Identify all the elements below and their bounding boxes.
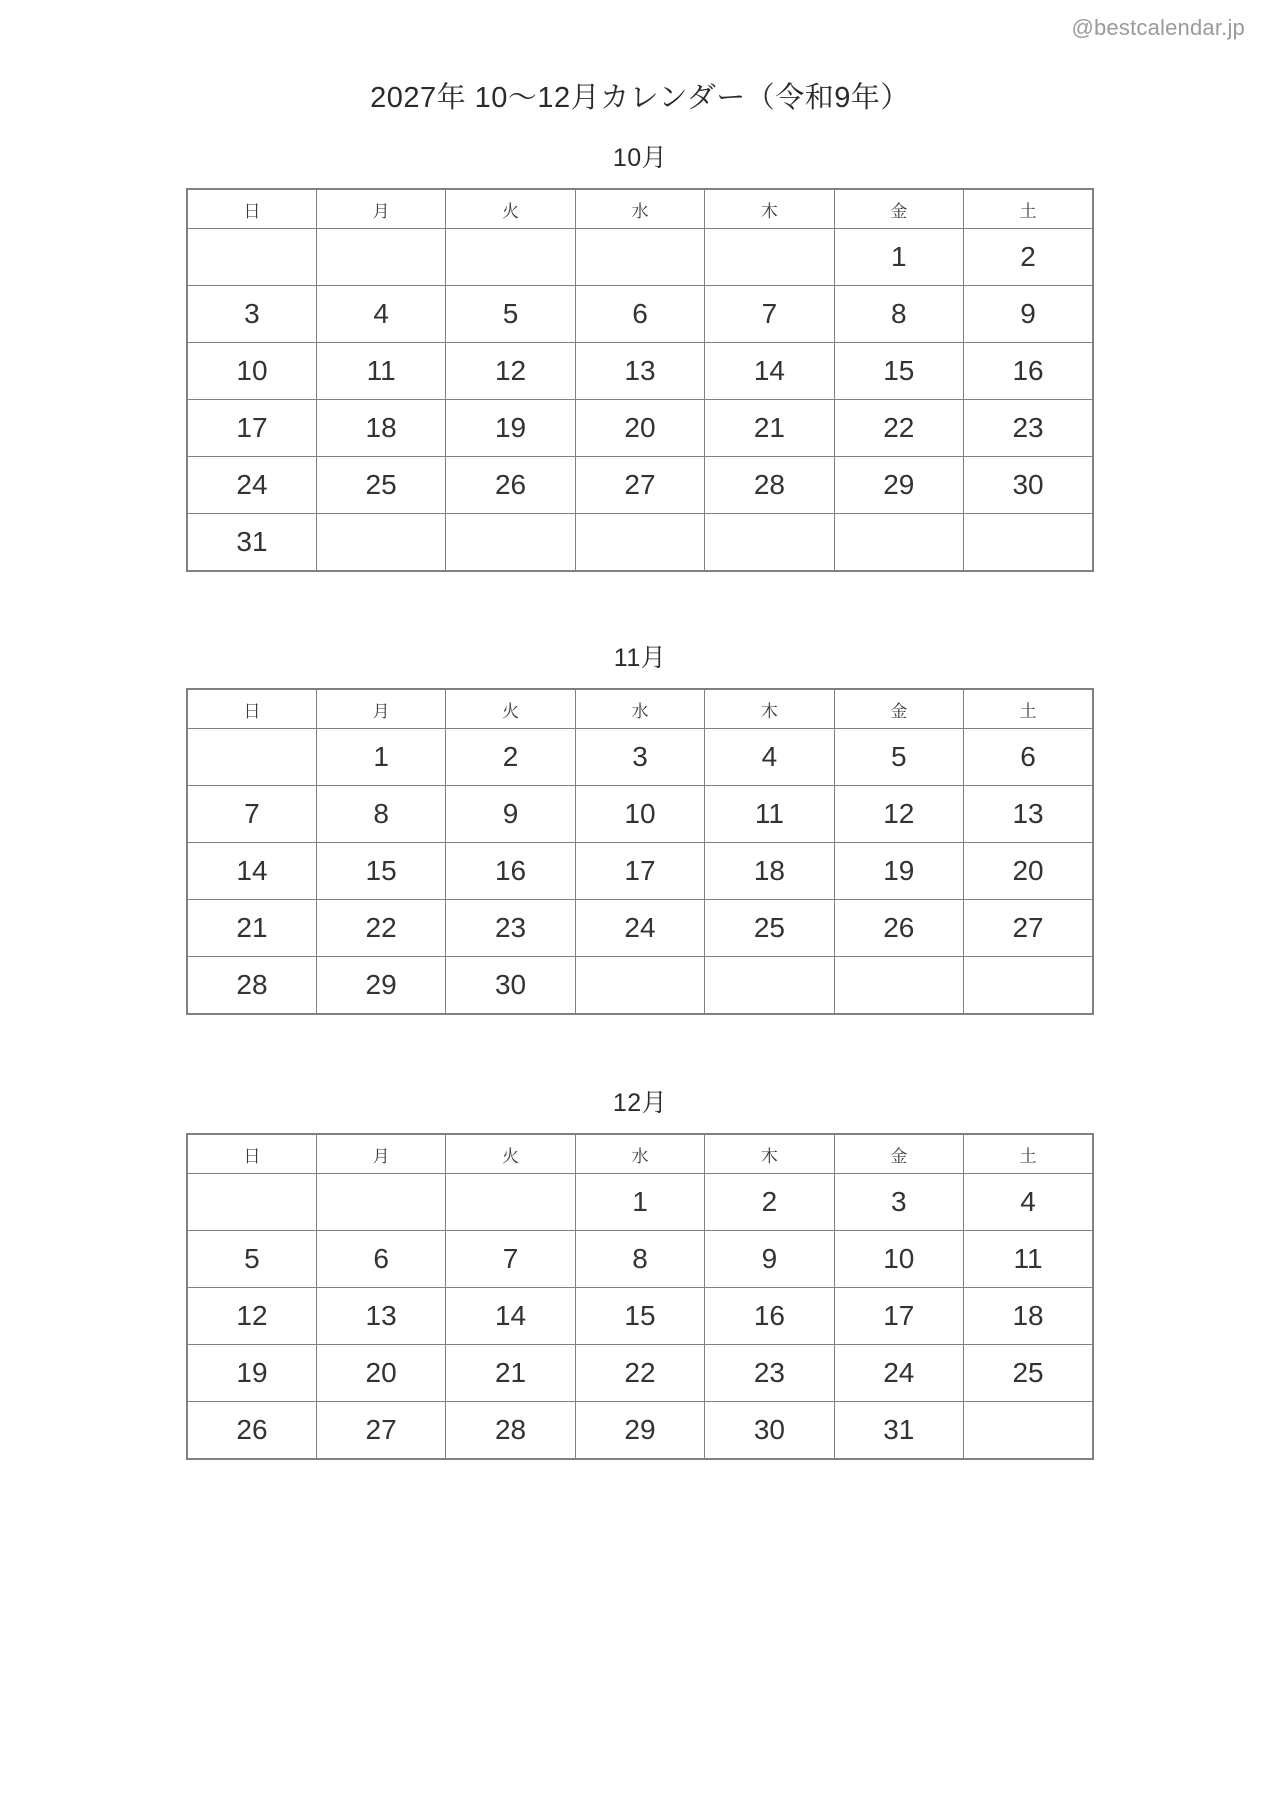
- calendar-day-cell[interactable]: 10: [575, 786, 704, 843]
- calendar-day-cell[interactable]: 18: [316, 400, 445, 457]
- calendar-day-cell[interactable]: 29: [834, 457, 963, 514]
- calendar-week-row: [187, 1231, 1093, 1288]
- calendar-cell-empty: [834, 514, 963, 572]
- calendar-week-row: [187, 229, 1093, 286]
- month-label-december: 12月: [612, 1089, 668, 1117]
- calendar-day-cell[interactable]: 3: [187, 286, 316, 343]
- calendar-day-cell[interactable]: 22: [575, 1345, 704, 1402]
- calendar-day-cell[interactable]: 5: [187, 1231, 316, 1288]
- calendar-day-cell[interactable]: 31: [187, 514, 316, 572]
- calendar-day-cell[interactable]: 23: [964, 400, 1093, 457]
- calendar-day-cell[interactable]: 24: [187, 457, 316, 514]
- calendar-cell-empty: [705, 514, 834, 572]
- calendar-day-cell[interactable]: 5: [446, 286, 575, 343]
- calendar-day-cell[interactable]: 27: [316, 1402, 445, 1460]
- calendar-day-cell[interactable]: 6: [575, 286, 704, 343]
- weekday-header-5: 金: [834, 1134, 963, 1174]
- calendar-day-cell[interactable]: 7: [187, 786, 316, 843]
- page-title: 2027年 10〜12月カレンダー（令和9年）: [370, 82, 910, 114]
- calendar-day-cell[interactable]: 19: [446, 400, 575, 457]
- calendar-day-cell[interactable]: 14: [446, 1288, 575, 1345]
- weekday-header-4: 木: [705, 689, 834, 729]
- calendar-day-cell[interactable]: 6: [316, 1231, 445, 1288]
- calendar-day-cell[interactable]: 24: [575, 900, 704, 957]
- calendar-day-cell[interactable]: 15: [575, 1288, 704, 1345]
- site-watermark: @bestcalendar.jp: [1071, 15, 1245, 40]
- calendar-day-cell[interactable]: 9: [964, 286, 1093, 343]
- weekday-header-4: 木: [705, 1134, 834, 1174]
- calendar-day-cell[interactable]: 17: [575, 843, 704, 900]
- weekday-header-5: 金: [834, 189, 963, 229]
- weekday-header-2: 火: [446, 689, 575, 729]
- calendar-day-cell[interactable]: 2: [705, 1174, 834, 1231]
- calendar-week-row: [187, 1288, 1093, 1345]
- calendar-day-cell[interactable]: 25: [316, 457, 445, 514]
- month-block-november: [186, 638, 1094, 1015]
- calendar-day-cell[interactable]: 17: [834, 1288, 963, 1345]
- calendar-week-row: [187, 343, 1093, 400]
- calendar-day-cell[interactable]: 1: [834, 229, 963, 286]
- weekday-header-2: 火: [446, 189, 575, 229]
- calendar-week-row: [187, 957, 1093, 1015]
- calendar-cell-empty: [964, 514, 1093, 572]
- calendar-day-cell[interactable]: 9: [705, 1231, 834, 1288]
- calendar-body: [187, 729, 1093, 1015]
- calendar-day-cell[interactable]: 19: [187, 1345, 316, 1402]
- calendar-day-cell[interactable]: 26: [187, 1402, 316, 1460]
- calendar-cell-empty: [575, 514, 704, 572]
- calendar-day-cell[interactable]: 6: [964, 729, 1093, 786]
- calendar-week-row: [187, 514, 1093, 572]
- calendar-cell-empty: [187, 1174, 316, 1231]
- weekday-header-3: 水: [575, 1134, 704, 1174]
- calendar-day-cell[interactable]: 27: [964, 900, 1093, 957]
- calendar-day-cell[interactable]: 12: [187, 1288, 316, 1345]
- calendar-day-cell[interactable]: 22: [834, 400, 963, 457]
- calendar-table-november: [186, 688, 1094, 1015]
- weekday-header-row: [187, 189, 1093, 229]
- calendar-day-cell[interactable]: 8: [575, 1231, 704, 1288]
- weekday-header-1: 月: [316, 1134, 445, 1174]
- calendar-day-cell[interactable]: 10: [187, 343, 316, 400]
- calendar-day-cell[interactable]: 7: [705, 286, 834, 343]
- weekday-header-3: 水: [575, 189, 704, 229]
- calendar-cell-empty: [964, 1402, 1093, 1460]
- calendar-day-cell[interactable]: 13: [964, 786, 1093, 843]
- calendar-day-cell[interactable]: 17: [187, 400, 316, 457]
- calendar-day-cell[interactable]: 16: [964, 343, 1093, 400]
- calendar-cell-empty: [187, 229, 316, 286]
- calendar-table-december: [186, 1133, 1094, 1460]
- calendar-day-cell[interactable]: 24: [834, 1345, 963, 1402]
- calendar-day-cell[interactable]: 4: [705, 729, 834, 786]
- calendar-day-cell[interactable]: 21: [446, 1345, 575, 1402]
- calendar-day-cell[interactable]: 13: [575, 343, 704, 400]
- weekday-header-0: 日: [187, 189, 316, 229]
- month-block-december: [186, 1083, 1094, 1460]
- calendar-day-cell[interactable]: 11: [964, 1231, 1093, 1288]
- calendar-day-cell[interactable]: 23: [705, 1345, 834, 1402]
- weekday-header-6: 土: [964, 189, 1093, 229]
- calendar-day-cell[interactable]: 20: [575, 400, 704, 457]
- weekday-header-5: 金: [834, 689, 963, 729]
- calendar-day-cell[interactable]: 4: [316, 286, 445, 343]
- calendar-cell-empty: [446, 1174, 575, 1231]
- calendar-day-cell[interactable]: 2: [964, 229, 1093, 286]
- calendar-day-cell[interactable]: 28: [705, 457, 834, 514]
- weekday-header-0: 日: [187, 1134, 316, 1174]
- calendar-day-cell[interactable]: 18: [964, 1288, 1093, 1345]
- weekday-header-2: 火: [446, 1134, 575, 1174]
- weekday-header-row: [187, 689, 1093, 729]
- calendar-week-row: [187, 286, 1093, 343]
- calendar-day-cell[interactable]: 19: [834, 843, 963, 900]
- calendar-day-cell[interactable]: 3: [834, 1174, 963, 1231]
- calendar-day-cell[interactable]: 29: [575, 1402, 704, 1460]
- calendar-day-cell[interactable]: 27: [575, 457, 704, 514]
- calendar-day-cell[interactable]: 12: [834, 786, 963, 843]
- calendar-day-cell[interactable]: 16: [705, 1288, 834, 1345]
- calendar-cell-empty: [187, 729, 316, 786]
- calendar-week-row: [187, 786, 1093, 843]
- weekday-header-1: 月: [316, 189, 445, 229]
- calendar-day-cell[interactable]: 20: [964, 843, 1093, 900]
- calendar-cell-empty: [446, 229, 575, 286]
- calendar-day-cell[interactable]: 18: [705, 843, 834, 900]
- calendar-day-cell[interactable]: 28: [446, 1402, 575, 1460]
- calendar-week-row: [187, 843, 1093, 900]
- calendar-day-cell[interactable]: 20: [316, 1345, 445, 1402]
- calendar-day-cell[interactable]: 15: [316, 843, 445, 900]
- calendar-day-cell[interactable]: 16: [446, 843, 575, 900]
- calendar-day-cell[interactable]: 10: [834, 1231, 963, 1288]
- calendar-day-cell[interactable]: 25: [705, 900, 834, 957]
- calendar-day-cell[interactable]: 9: [446, 786, 575, 843]
- calendar-week-row: [187, 729, 1093, 786]
- calendar-day-cell[interactable]: 11: [705, 786, 834, 843]
- calendar-cell-empty: [705, 957, 834, 1015]
- calendar-day-cell[interactable]: 30: [964, 457, 1093, 514]
- calendar-week-row: [187, 457, 1093, 514]
- calendar-day-cell[interactable]: 28: [187, 957, 316, 1015]
- weekday-header-6: 土: [964, 689, 1093, 729]
- calendar-day-cell[interactable]: 8: [316, 786, 445, 843]
- calendar-cell-empty: [705, 229, 834, 286]
- calendar-cell-empty: [316, 1174, 445, 1231]
- calendar-day-cell[interactable]: 14: [187, 843, 316, 900]
- weekday-header-1: 月: [316, 689, 445, 729]
- calendar-day-cell[interactable]: 5: [834, 729, 963, 786]
- weekday-header-6: 土: [964, 1134, 1093, 1174]
- calendar-body: [187, 229, 1093, 572]
- calendar-day-cell[interactable]: 21: [705, 400, 834, 457]
- calendar-day-cell[interactable]: 1: [575, 1174, 704, 1231]
- calendar-cell-empty: [316, 229, 445, 286]
- weekday-header-0: 日: [187, 689, 316, 729]
- calendar-cell-empty: [446, 514, 575, 572]
- month-label-october: 10月: [612, 144, 668, 172]
- calendar-week-row: [187, 900, 1093, 957]
- calendar-day-cell[interactable]: 29: [316, 957, 445, 1015]
- calendar-day-cell[interactable]: 30: [446, 957, 575, 1015]
- calendar-cell-empty: [575, 229, 704, 286]
- month-block-october: [186, 138, 1094, 572]
- calendar-cell-empty: [964, 957, 1093, 1015]
- calendar-day-cell[interactable]: 30: [705, 1402, 834, 1460]
- calendar-day-cell[interactable]: 2: [446, 729, 575, 786]
- weekday-header-4: 木: [705, 189, 834, 229]
- calendar-day-cell[interactable]: 26: [834, 900, 963, 957]
- calendar-day-cell[interactable]: 31: [834, 1402, 963, 1460]
- calendar-day-cell[interactable]: 22: [316, 900, 445, 957]
- calendar-day-cell[interactable]: 13: [316, 1288, 445, 1345]
- calendar-day-cell[interactable]: 3: [575, 729, 704, 786]
- calendar-day-cell[interactable]: 14: [705, 343, 834, 400]
- calendar-week-row: [187, 1345, 1093, 1402]
- calendar-day-cell[interactable]: 25: [964, 1345, 1093, 1402]
- calendar-day-cell[interactable]: 21: [187, 900, 316, 957]
- calendar-cell-empty: [316, 514, 445, 572]
- calendar-day-cell[interactable]: 8: [834, 286, 963, 343]
- calendar-day-cell[interactable]: 23: [446, 900, 575, 957]
- calendar-day-cell[interactable]: 12: [446, 343, 575, 400]
- calendar-day-cell[interactable]: 7: [446, 1231, 575, 1288]
- weekday-header-3: 水: [575, 689, 704, 729]
- calendar-day-cell[interactable]: 4: [964, 1174, 1093, 1231]
- calendar-day-cell[interactable]: 26: [446, 457, 575, 514]
- calendar-week-row: [187, 1402, 1093, 1460]
- calendar-week-row: [187, 400, 1093, 457]
- calendar-day-cell[interactable]: 15: [834, 343, 963, 400]
- month-label-november: 11月: [613, 644, 667, 672]
- calendar-cell-empty: [575, 957, 704, 1015]
- weekday-header-row: [187, 1134, 1093, 1174]
- calendar-day-cell[interactable]: 11: [316, 343, 445, 400]
- calendar-day-cell[interactable]: 1: [316, 729, 445, 786]
- calendar-cell-empty: [834, 957, 963, 1015]
- calendar-table-october: [186, 188, 1094, 572]
- calendar-body: [187, 1174, 1093, 1460]
- calendar-week-row: [187, 1174, 1093, 1231]
